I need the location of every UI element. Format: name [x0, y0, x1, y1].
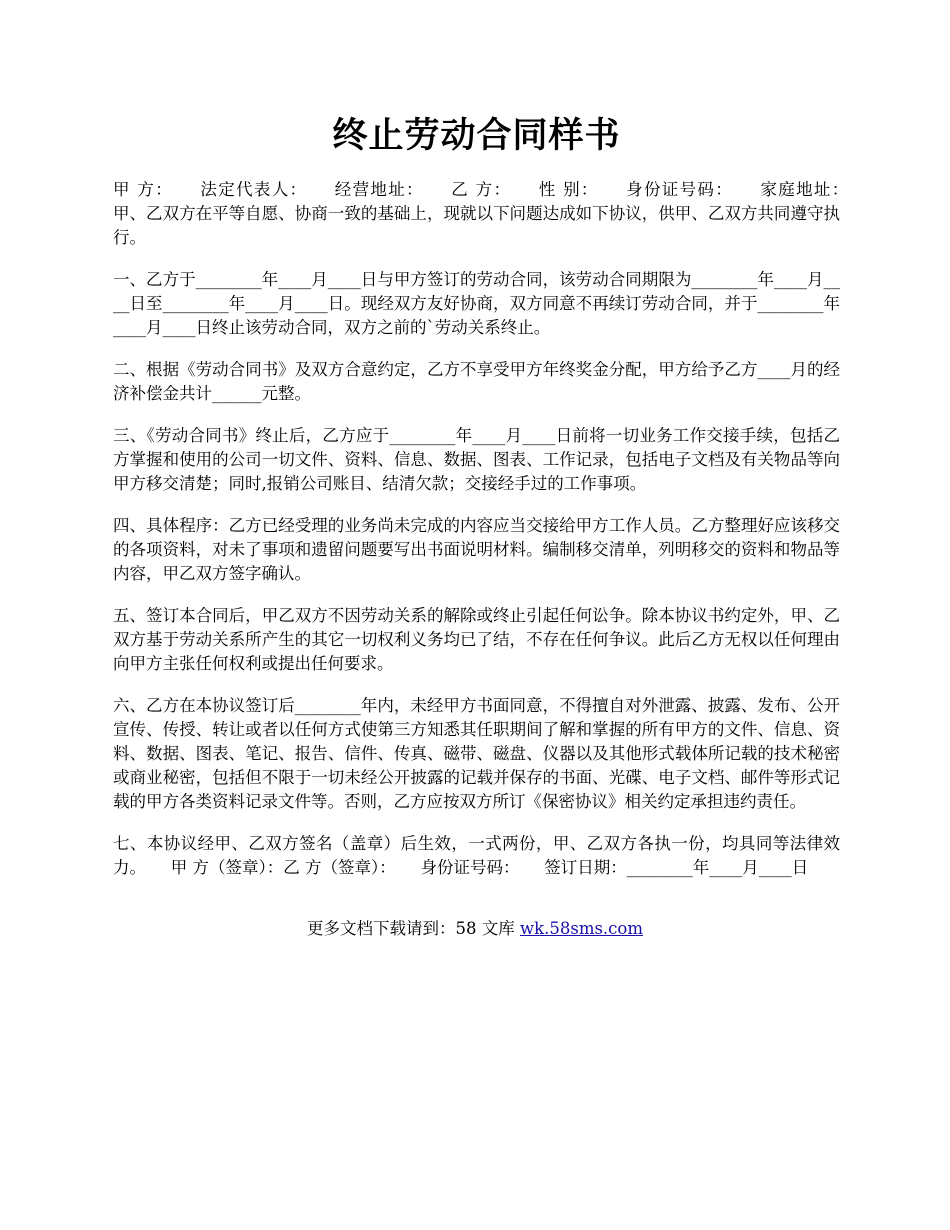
clause-2-paragraph: 二、根据《劳动合同书》及双方合意约定，乙方不享受甲方年终奖金分配，甲方给予乙方____月的经济补偿金共计______元整。	[113, 360, 840, 403]
clause-4-paragraph: 四、具体程序：乙方已经受理的业务尚未完成的内容应当交接给甲方工作人员。乙方整理好应该移交的各项资料，对未了事项和遗留问题要写出书面说明材料。编制移交清单，列明移交的资料和物品等内容，甲乙双方签字确认。	[113, 516, 840, 583]
intro-paragraph: 甲 方： 法定代表人： 经营地址： 乙 方： 性 别： 身份证号码： 家庭地址： 甲、乙双方在平等自愿、协商一致的基础上，现就以下问题达成如下协议，供甲、乙双方共同遵守执行。	[113, 180, 873, 247]
clause-3-paragraph: 三、《劳动合同书》终止后，乙方应于________年____月____日前将一切业务工作交接手续，包括乙方掌握和使用的公司一切文件、资料、信息、数据、图表、工作记录，包括电子文档及有关物品等向甲方移交清楚；同时,报销公司账目、结清欠款；交接经手过的工作事项。	[113, 426, 840, 493]
footer-download-note	[0, 917, 950, 941]
footer-link[interactable]: wk.58sms.com	[519, 919, 643, 938]
footer-text: 更多文档下载请到：58 文库	[306, 919, 520, 938]
clause-5-paragraph: 五、签订本合同后，甲乙双方不因劳动关系的解除或终止引起任何讼争。除本协议书约定外，甲、乙双方基于劳动关系所产生的其它一切权利义务均已了结，不存在任何争议。此后乙方无权以任何理由向甲方主张任何权利或提出任何要求。	[113, 606, 840, 673]
document-title: 终止劳动合同样书	[332, 115, 621, 156]
clause-7-paragraph: 七、本协议经甲、乙双方签名（盖章）后生效，一式两份，甲、乙双方各执一份，均具同等法律效力。 甲 方（签章）：乙 方（签章）： 身份证号码： 签订日期：________年____月____日	[113, 834, 840, 877]
document-page	[113, 0, 873, 880]
clause-6-paragraph: 六、乙方在本协议签订后________年内，未经甲方书面同意，不得擅自对外泄露、披露、发布、公开宣传、传授、转让或者以任何方式使第三方知悉其任职期间了解和掌握的所有甲方的文件、信息、资料、数据、图表、笔记、报告、信件、传真、磁带、磁盘、仪器以及其他形式载体所记载的技术秘密或商业秘密，包括但不限于一切未经公开披露的记载并保存的书面、光碟、电子文档、邮件等形式记载的甲方各类资料记录文件等。否则，乙方应按双方所订《保密协议》相关约定承担违约责任。	[113, 696, 840, 811]
clause-1-paragraph: 一、乙方于________年____月____日与甲方签订的劳动合同，该劳动合同期限为________年____月____日至________年____月____日。现经双方友好协商，双方同意不再续订劳动合同，并于________年____月____日终止该劳动合同，双方之前的`劳动关系终止。	[113, 270, 840, 337]
